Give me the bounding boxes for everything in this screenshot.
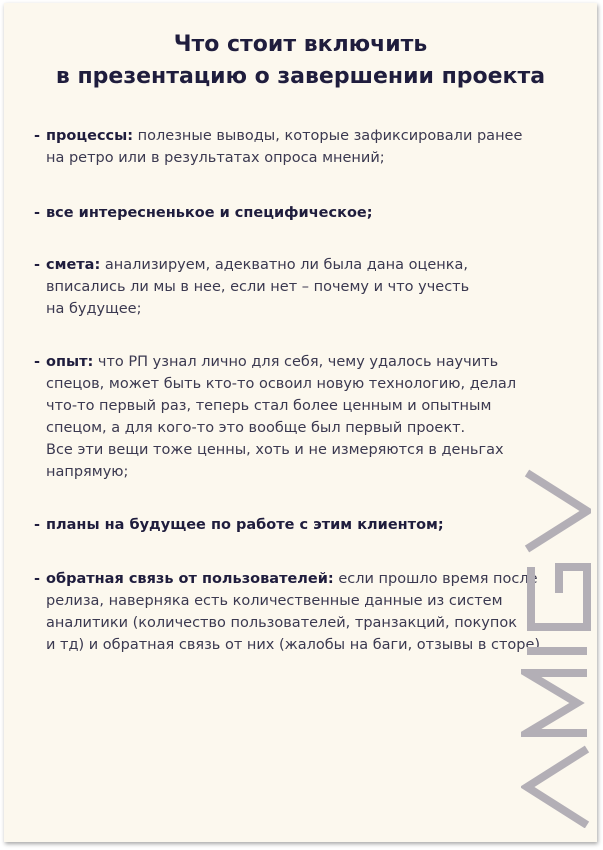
list-item-processes	[34, 125, 574, 169]
list-item-experience	[34, 351, 574, 483]
item-term: процессы:	[46, 128, 134, 144]
page-title	[4, 29, 597, 93]
item-text: анализируем, адекватно ли была дана оценка,	[100, 257, 468, 273]
list-item-interesting	[34, 202, 574, 224]
item-line: что-то первый раз, теперь стал более ценным и опытным	[46, 398, 492, 414]
item-text: полезные выводы, которые зафиксировали ранее	[133, 128, 523, 144]
bullet-dash: -	[34, 205, 41, 221]
bullet-dash: -	[34, 128, 41, 144]
item-line: на будущее;	[46, 301, 142, 317]
bullet-dash: -	[34, 354, 41, 370]
amiga-watermark-logo	[521, 433, 591, 828]
item-line: напрямую;	[46, 464, 129, 480]
item-line: спецов, может быть кто-то освоил новую технологию, делал	[46, 376, 517, 392]
item-line	[34, 514, 574, 536]
item-term: планы на будущее по работе с этим клиентом;	[46, 517, 444, 533]
document-page	[4, 3, 597, 842]
item-term: все интересненькое и специфическое;	[46, 205, 373, 221]
item-line	[34, 254, 574, 276]
item-term: обратная связь от пользователей:	[46, 571, 334, 587]
item-line: и тд) и обратная связь от них (жалобы на баги, отзывы в сторе).	[46, 637, 545, 653]
item-text: что РП узнал лично для себя, чему удалось научить	[93, 354, 499, 370]
bullet-dash: -	[34, 257, 41, 273]
list-item-feedback	[34, 568, 574, 656]
item-line: аналитики (количество пользователей, транзакций, покупок	[46, 615, 517, 631]
title-line-1: Что стоит включить	[173, 32, 428, 57]
item-line	[34, 351, 574, 373]
item-line: релиза, наверняка есть количественные данные из систем	[46, 593, 503, 609]
list-item-estimate	[34, 254, 574, 320]
item-line: спецом, а для кого-то это вообще был первый проект.	[46, 420, 466, 436]
item-line: на ретро или в результатах опроса мнений;	[46, 150, 385, 166]
title-line-2: в презентацию о завершении проекта	[55, 64, 546, 89]
item-term: смета:	[46, 257, 101, 273]
item-line	[34, 125, 574, 147]
item-line	[34, 202, 574, 224]
item-term: опыт:	[46, 354, 94, 370]
item-line: вписались ли мы в нее, если нет – почему и что учесть	[46, 279, 470, 295]
bullet-dash: -	[34, 571, 41, 587]
bullet-dash: -	[34, 517, 41, 533]
item-line: Все эти вещи тоже ценны, хоть и не измеряются в деньгах	[46, 442, 504, 458]
item-text: если прошло время после	[333, 571, 538, 587]
list-item-plans	[34, 514, 574, 536]
item-line	[34, 568, 574, 590]
